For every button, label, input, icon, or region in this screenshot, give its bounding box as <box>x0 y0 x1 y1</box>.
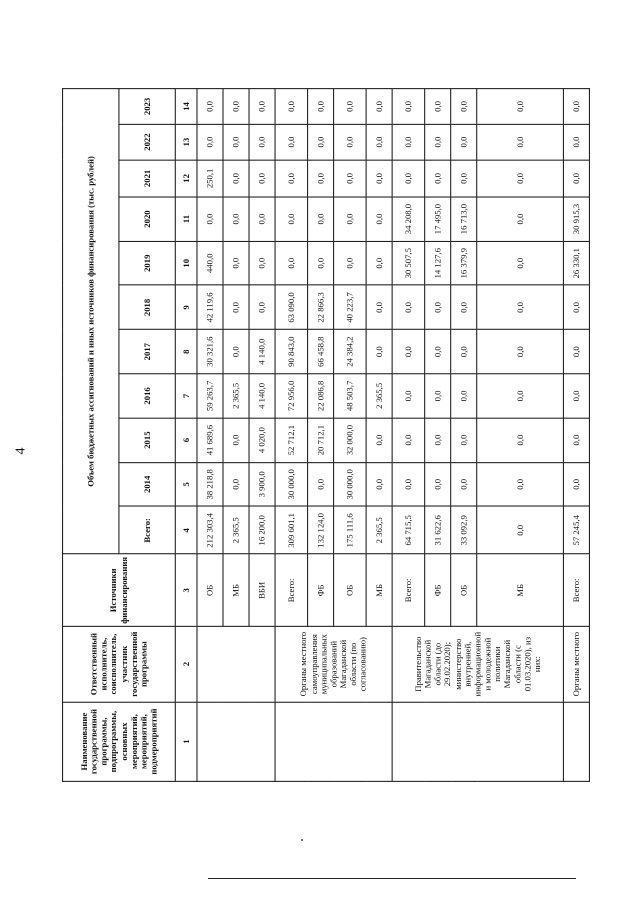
year-value-cell: 0,0 <box>308 241 334 285</box>
total-cell: 212 303,4 <box>197 506 223 554</box>
year-value-cell: 38 218,8 <box>197 462 223 506</box>
year-value-cell: 0,0 <box>563 285 589 329</box>
year-value-cell: 0,0 <box>308 197 334 241</box>
year-value-cell: 0,0 <box>392 462 425 506</box>
year-value-cell: 0,0 <box>563 374 589 418</box>
year-value-cell: 40 223,7 <box>334 285 367 329</box>
year-value-cell: 0,0 <box>275 197 308 241</box>
year-value-cell: 2 365,5 <box>223 374 249 418</box>
year-value-cell: 0,0 <box>334 124 367 160</box>
year-value-cell: 0,0 <box>366 241 392 285</box>
year-value-cell: 0,0 <box>563 89 589 125</box>
header-source: Источники финансирования <box>63 554 176 626</box>
year-value-cell: 0,0 <box>249 124 275 160</box>
year-value-cell: 63 090,0 <box>275 285 308 329</box>
year-value-cell: 26 330,1 <box>563 241 589 285</box>
year-value-cell: 0,0 <box>451 374 477 418</box>
year-value-cell: 0,0 <box>366 124 392 160</box>
total-cell: 175 111,6 <box>334 506 367 554</box>
year-value-cell: 0,0 <box>334 241 367 285</box>
year-value-cell: 17 495,0 <box>425 197 451 241</box>
year-value-cell: 0,0 <box>275 241 308 285</box>
year-value-cell: 3 900,0 <box>249 462 275 506</box>
program-name-cell <box>197 702 275 782</box>
year-value-cell: 0,0 <box>197 89 223 125</box>
source-cell: Всего: <box>392 554 425 626</box>
total-cell: 33 092,9 <box>451 506 477 554</box>
year-value-cell: 66 458,8 <box>308 330 334 374</box>
table-row <box>275 89 308 782</box>
executor-cell: Органы местного <box>563 626 589 701</box>
year-value-cell: 0,0 <box>223 197 249 241</box>
year-value-cell: 0,0 <box>366 418 392 462</box>
year-value-cell: 0,0 <box>563 330 589 374</box>
source-cell: Всего: <box>275 554 308 626</box>
year-value-cell: 0,0 <box>477 374 564 418</box>
total-cell: 2 365,5 <box>366 506 392 554</box>
year-value-cell: 0,0 <box>451 89 477 125</box>
total-cell: 31 622,6 <box>425 506 451 554</box>
year-value-cell: 0,0 <box>563 462 589 506</box>
year-value-cell: 42 119,6 <box>197 285 223 329</box>
year-value-cell: 250,1 <box>197 160 223 197</box>
total-cell: 0,0 <box>477 506 564 554</box>
year-value-cell: 0,0 <box>451 124 477 160</box>
index-row <box>175 89 197 782</box>
index-cell: 1 <box>175 702 197 782</box>
year-value-cell: 0,0 <box>425 330 451 374</box>
source-cell: МБ <box>477 554 564 626</box>
year-value-cell: 48 503,7 <box>334 374 367 418</box>
year-value-cell: 0,0 <box>451 330 477 374</box>
year-value-cell: 4 140,0 <box>249 374 275 418</box>
year-value-cell: 0,0 <box>563 160 589 197</box>
page-number: 4 <box>13 447 29 455</box>
header-year: 2016 <box>119 374 175 418</box>
index-cell: 13 <box>175 124 197 160</box>
total-cell: 309 601,1 <box>275 506 308 554</box>
budget-table <box>62 88 590 782</box>
year-value-cell: 4 140,0 <box>249 330 275 374</box>
year-value-cell: 0,0 <box>425 374 451 418</box>
year-value-cell: 20 712,1 <box>308 418 334 462</box>
year-value-cell: 0,0 <box>477 89 564 125</box>
year-value-cell: 34 208,0 <box>392 197 425 241</box>
year-value-cell: 0,0 <box>392 418 425 462</box>
table-row <box>563 89 589 782</box>
year-value-cell: 0,0 <box>223 330 249 374</box>
year-value-cell: 0,0 <box>392 124 425 160</box>
index-cell: 10 <box>175 241 197 285</box>
year-value-cell: 16 379,9 <box>451 241 477 285</box>
index-cell: 4 <box>175 506 197 554</box>
year-value-cell: 0,0 <box>275 89 308 125</box>
year-value-cell: 0,0 <box>477 418 564 462</box>
index-cell: 12 <box>175 160 197 197</box>
year-value-cell: 16 713,0 <box>451 197 477 241</box>
year-value-cell: 0,0 <box>197 197 223 241</box>
year-value-cell: 440,0 <box>197 241 223 285</box>
year-value-cell: 0,0 <box>366 160 392 197</box>
source-cell: ФБ <box>425 554 451 626</box>
year-value-cell: 0,0 <box>308 124 334 160</box>
year-value-cell: 0,0 <box>308 89 334 125</box>
year-value-cell: 0,0 <box>477 160 564 197</box>
index-cell: 5 <box>175 462 197 506</box>
year-value-cell: 30 507,5 <box>392 241 425 285</box>
year-value-cell: 0,0 <box>275 160 308 197</box>
year-value-cell: 0,0 <box>477 330 564 374</box>
year-value-cell: 0,0 <box>563 124 589 160</box>
year-value-cell: 0,0 <box>275 124 308 160</box>
year-value-cell: 0,0 <box>477 197 564 241</box>
year-value-cell: 0,0 <box>477 124 564 160</box>
year-value-cell: 0,0 <box>197 124 223 160</box>
index-cell: 11 <box>175 197 197 241</box>
year-value-cell: 0,0 <box>425 89 451 125</box>
source-cell: ОБ <box>197 554 223 626</box>
source-cell: ОБ <box>451 554 477 626</box>
source-cell: ОБ <box>334 554 367 626</box>
year-value-cell: 52 712,1 <box>275 418 308 462</box>
header-year: 2020 <box>119 197 175 241</box>
year-value-cell: 0,0 <box>366 285 392 329</box>
year-value-cell: 90 843,0 <box>275 330 308 374</box>
program-name-cell <box>275 702 392 782</box>
year-value-cell: 0,0 <box>249 160 275 197</box>
year-value-cell: 32 000,0 <box>334 418 367 462</box>
year-value-cell: 0,0 <box>425 160 451 197</box>
year-value-cell: 30 000,0 <box>334 462 367 506</box>
year-value-cell: 22 086,8 <box>308 374 334 418</box>
year-value-cell: 0,0 <box>477 462 564 506</box>
year-value-cell: 0,0 <box>223 462 249 506</box>
total-cell: 64 715,5 <box>392 506 425 554</box>
year-value-cell: 0,0 <box>249 197 275 241</box>
index-cell: 14 <box>175 89 197 125</box>
header-executor: Ответственный исполнитель, соисполнитель, участник государственной программы <box>63 626 176 701</box>
year-value-cell: 0,0 <box>366 89 392 125</box>
year-value-cell: 0,0 <box>366 462 392 506</box>
index-cell: 3 <box>175 554 197 626</box>
year-value-cell: 59 263,7 <box>197 374 223 418</box>
year-value-cell: 0,0 <box>308 462 334 506</box>
index-cell: 6 <box>175 418 197 462</box>
header-year: 2014 <box>119 462 175 506</box>
year-value-cell: 0,0 <box>392 374 425 418</box>
header-year: 2015 <box>119 418 175 462</box>
year-value-cell: 0,0 <box>249 241 275 285</box>
year-value-cell: 41 689,6 <box>197 418 223 462</box>
year-value-cell: 0,0 <box>223 241 249 285</box>
executor-cell: Органы местного самоуправления муниципальных образований Магаданской области (по согласованию) <box>275 626 392 701</box>
year-value-cell: 0,0 <box>249 89 275 125</box>
header-year: 2018 <box>119 285 175 329</box>
year-value-cell: 0,0 <box>392 89 425 125</box>
header-year: 2022 <box>119 124 175 160</box>
program-name-cell <box>392 702 563 782</box>
year-value-cell: 0,0 <box>477 241 564 285</box>
source-cell: ФБ <box>308 554 334 626</box>
year-value-cell: 30 915,3 <box>563 197 589 241</box>
index-cell: 8 <box>175 330 197 374</box>
source-cell: МБ <box>223 554 249 626</box>
index-cell: 2 <box>175 626 197 701</box>
year-value-cell: 0,0 <box>308 160 334 197</box>
year-value-cell: 72 956,0 <box>275 374 308 418</box>
table-row <box>392 89 425 782</box>
year-value-cell: 4 020,0 <box>249 418 275 462</box>
year-value-cell: 0,0 <box>392 330 425 374</box>
header-year: 2021 <box>119 160 175 197</box>
year-value-cell: 14 127,6 <box>425 241 451 285</box>
index-cell: 7 <box>175 374 197 418</box>
source-cell: Всего: <box>563 554 589 626</box>
year-value-cell: 0,0 <box>223 124 249 160</box>
header-year: 2023 <box>119 89 175 125</box>
total-cell: 132 124,0 <box>308 506 334 554</box>
year-value-cell: 0,0 <box>425 418 451 462</box>
year-value-cell: 30 000,0 <box>275 462 308 506</box>
header-group: Объем бюджетных ассигнований и иных источников финансирования (тыс. рублей) <box>63 89 119 555</box>
year-value-cell: 0,0 <box>425 462 451 506</box>
year-value-cell: 0,0 <box>334 197 367 241</box>
year-value-cell: 22 866,3 <box>308 285 334 329</box>
total-cell: 2 365,5 <box>223 506 249 554</box>
index-cell: 9 <box>175 285 197 329</box>
year-value-cell: 24 384,2 <box>334 330 367 374</box>
rotated-table-wrapper <box>62 88 590 782</box>
total-cell: 57 245,4 <box>563 506 589 554</box>
year-value-cell: 0,0 <box>366 197 392 241</box>
year-value-cell: 0,0 <box>425 124 451 160</box>
year-value-cell: 0,0 <box>451 285 477 329</box>
year-value-cell: 0,0 <box>563 418 589 462</box>
source-cell: МБ <box>366 554 392 626</box>
year-value-cell: 0,0 <box>334 89 367 125</box>
year-value-cell: 0,0 <box>223 418 249 462</box>
year-value-cell: 0,0 <box>477 285 564 329</box>
header-name: Наименование государственной программы, подпрограммы, основных мероприятий, мероприятий, подмероприятий <box>63 702 176 782</box>
table-row <box>197 89 223 782</box>
year-value-cell: 0,0 <box>451 160 477 197</box>
year-value-cell: 0,0 <box>392 160 425 197</box>
year-value-cell: 0,0 <box>366 330 392 374</box>
program-name-cell <box>563 702 589 782</box>
year-value-cell: 0,0 <box>334 160 367 197</box>
total-cell: 16 200,0 <box>249 506 275 554</box>
year-value-cell: 2 365,5 <box>366 374 392 418</box>
source-cell: ВБИ <box>249 554 275 626</box>
header-year: 2019 <box>119 241 175 285</box>
year-value-cell: 0,0 <box>223 160 249 197</box>
year-value-cell: 0,0 <box>392 285 425 329</box>
year-value-cell: 0,0 <box>451 462 477 506</box>
year-value-cell: 0,0 <box>451 418 477 462</box>
year-value-cell: 0,0 <box>223 89 249 125</box>
year-value-cell: 0,0 <box>223 285 249 329</box>
executor-cell: Правительство Магаданской области (до 29.02.2020); министерство внутренней, информационной и молодежной политики Магаданской области (с 01.03.2020), из них: <box>392 626 563 701</box>
year-value-cell: 30 321,6 <box>197 330 223 374</box>
header-year: 2017 <box>119 330 175 374</box>
executor-cell <box>197 626 275 701</box>
header-total: Всего: <box>119 506 175 554</box>
year-value-cell: 0,0 <box>249 285 275 329</box>
year-value-cell: 0,0 <box>425 285 451 329</box>
